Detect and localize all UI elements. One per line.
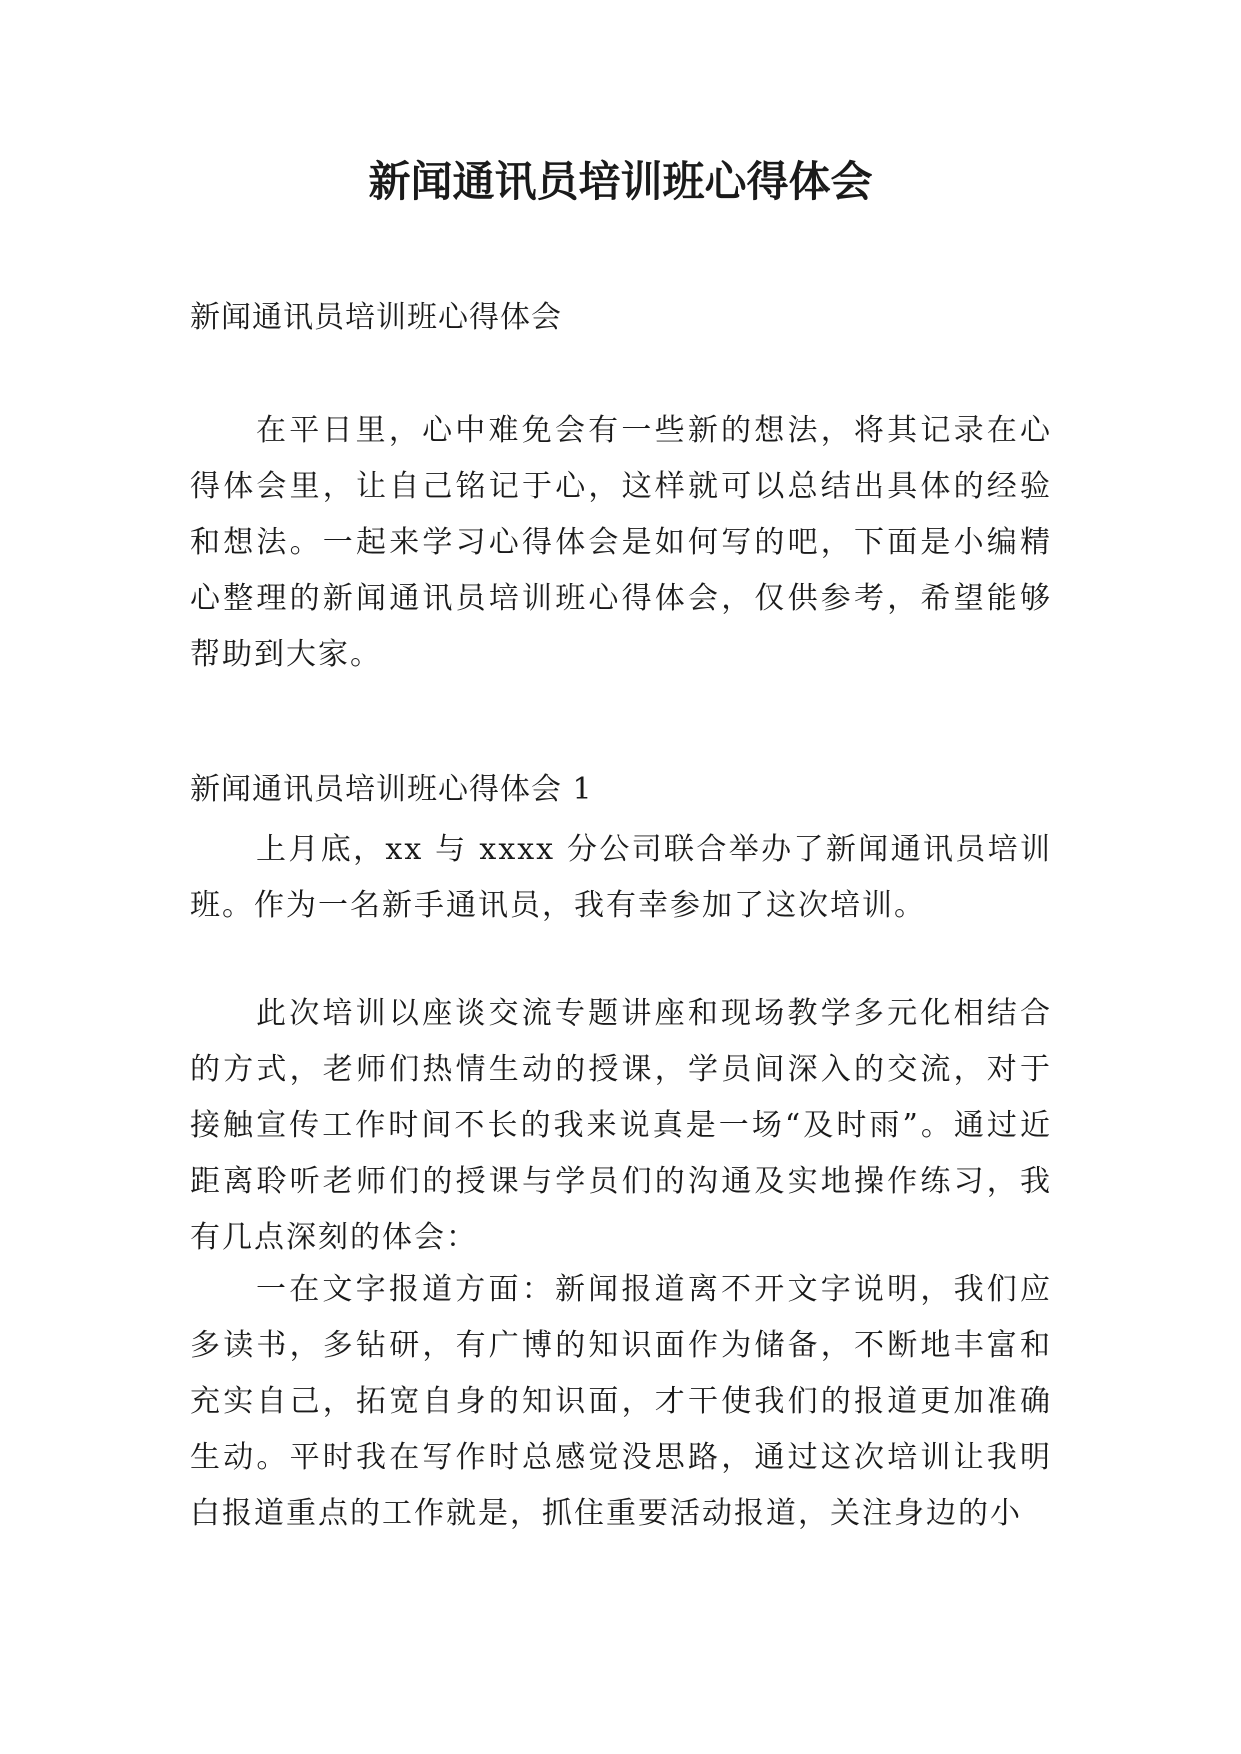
section-heading: 新闻通讯员培训班心得体会 1 (190, 772, 593, 807)
paragraph: 一在文字报道方面：新闻报道离不开文字说明，我们应多读书，多钻研，有广博的知识面作为储备，不断地丰富和充实自己，拓宽自身的知识面，才干使我们的报道更加准确生动。平时我在写作时总感觉没思路，通过这次培训让我明白报道重点的工作就是，抓住重要活动报道，关注身边的小 (190, 1272, 1052, 1531)
intro-paragraph: 在平日里，心中难免会有一些新的想法，将其记录在心得体会里，让自己铭记于心，这样就可以总结出具体的经验和想法。一起来学习心得体会是如何写的吧，下面是小编精心整理的新闻通讯员培训班心得体会，仅供参考，希望能够帮助到大家。 (190, 413, 1052, 672)
document-title: 新闻通讯员培训班心得体会 (368, 157, 873, 206)
paragraph: 上月底，xx 与 xxxx 分公司联合举办了新闻通讯员培训班。作为一名新手通讯员，我有幸参加了这次培训。 (190, 832, 1052, 923)
paragraph: 此次培训以座谈交流专题讲座和现场教学多元化相结合的方式，老师们热情生动的授课，学员间深入的交流，对于接触宣传工作时间不长的我来说真是一场“及时雨”。通过近距离聆听老师们的授课与学员们的沟通及实地操作练习，我有几点深刻的体会： (190, 996, 1052, 1255)
document-subtitle: 新闻通讯员培训班心得体会 (190, 300, 562, 335)
